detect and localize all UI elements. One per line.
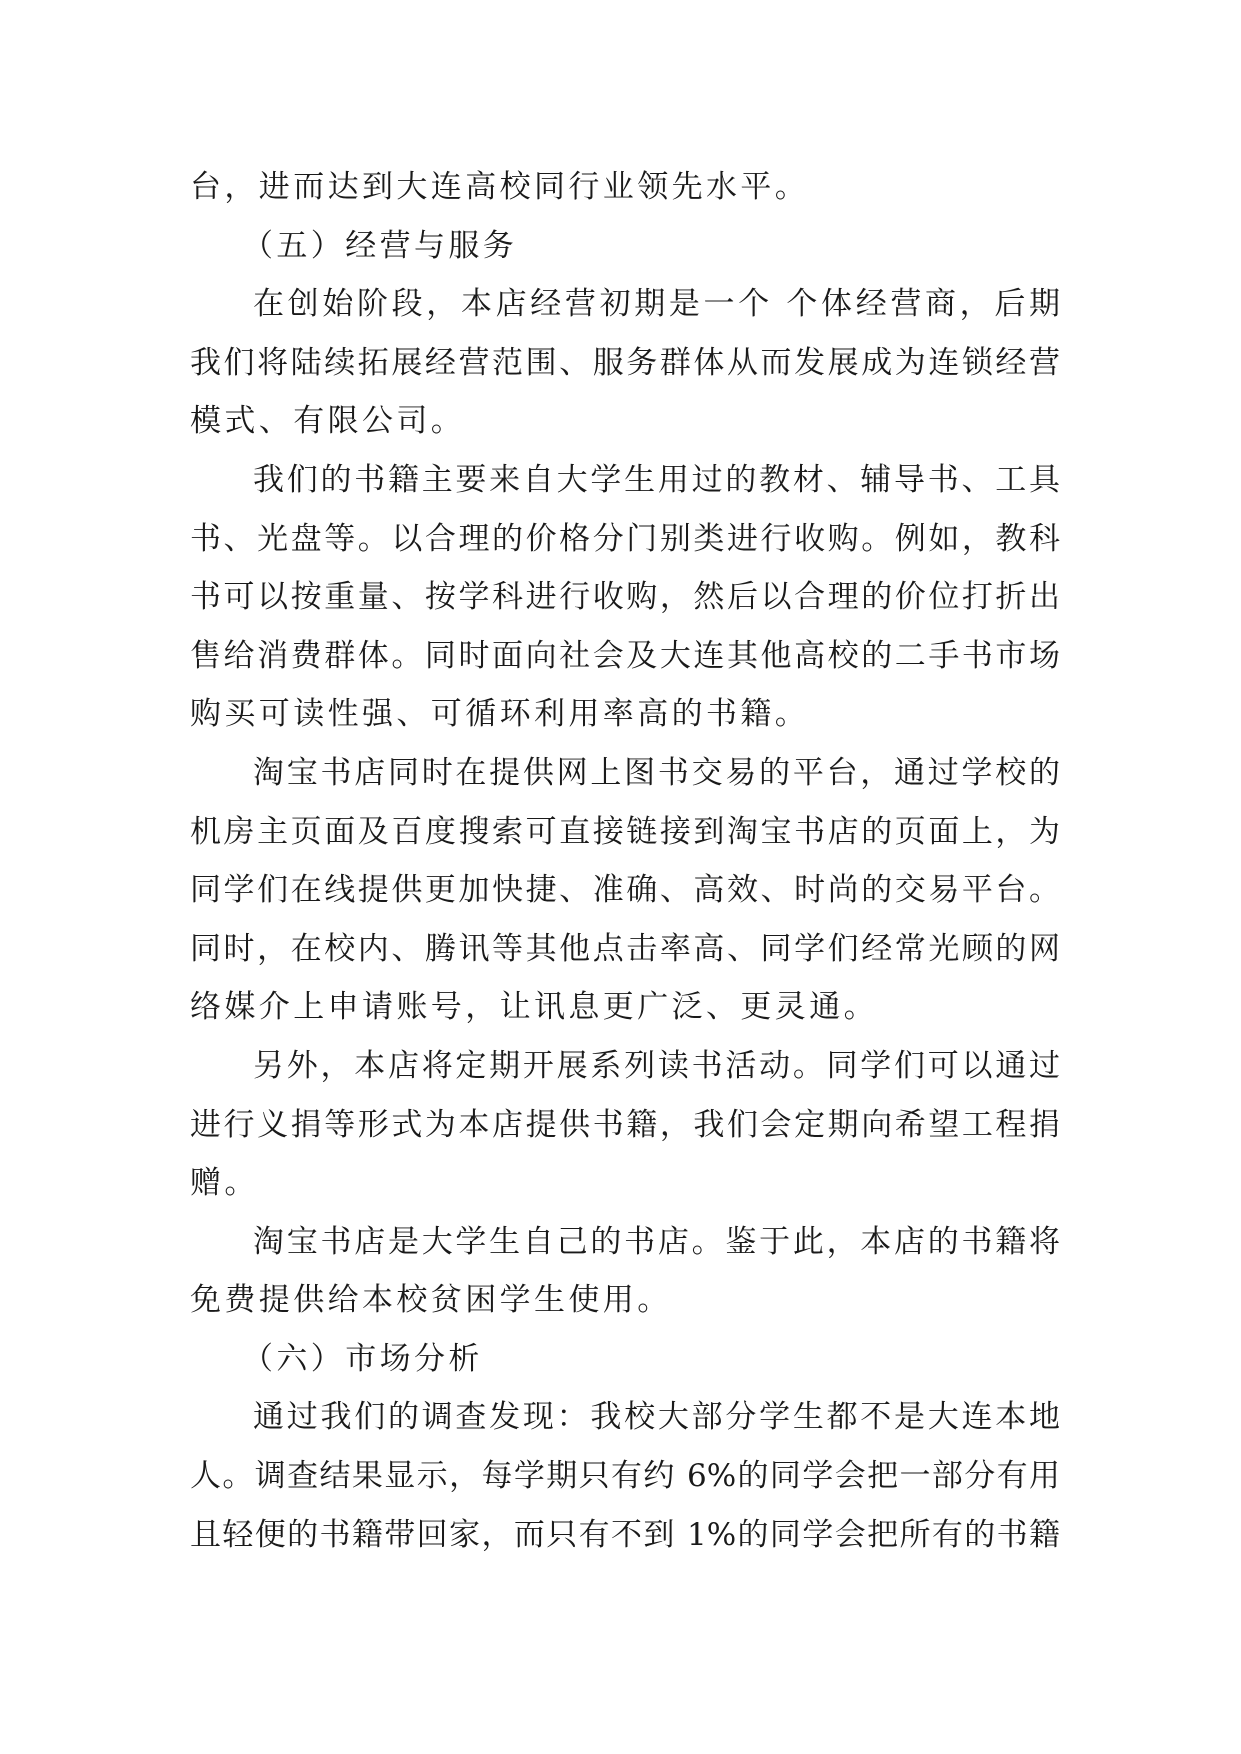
- text-line: 通过我们的调查发现：我校大部分学生都不是大连本地: [253, 1399, 1060, 1436]
- section-heading: （六）市场分析: [242, 1340, 483, 1377]
- text-line: 赠。: [190, 1165, 259, 1202]
- text-line: 免费提供给本校贫困学生使用。: [190, 1282, 672, 1319]
- section-heading: （五）经营与服务: [242, 227, 518, 264]
- text-line: 在创始阶段，本店经营初期是一个 个体经营商，后期: [253, 286, 1060, 323]
- text-line: 售给消费群体。同时面向社会及大连其他高校的二手书市场: [190, 637, 1060, 674]
- text-line: 我们的书籍主要来自大学生用过的教材、辅导书、工具: [253, 461, 1060, 498]
- text-line: 另外，本店将定期开展系列读书活动。同学们可以通过: [253, 1047, 1060, 1084]
- text-line: 模式、有限公司。: [190, 403, 466, 440]
- text-line: 同学们在线提供更加快捷、准确、高效、时尚的交易平台。: [190, 872, 1060, 909]
- text-line: 络媒介上申请账号，让讯息更广泛、更灵通。: [190, 989, 878, 1026]
- text-line: 书可以按重量、按学科进行收购，然后以合理的价位打折出: [190, 579, 1060, 616]
- text-line: 书、光盘等。以合理的价格分门别类进行收购。例如，教科: [190, 520, 1060, 557]
- text-line: 人。调查结果显示，每学期只有约 6%的同学会把一部分有用: [190, 1458, 1060, 1495]
- document-page: [190, 158, 1060, 1564]
- text-line: 同时，在校内、腾讯等其他点击率高、同学们经常光顾的网: [190, 930, 1060, 967]
- text-line: 淘宝书店是大学生自己的书店。鉴于此，本店的书籍将: [253, 1223, 1060, 1260]
- text-line: 台，进而达到大连高校同行业领先水平。: [190, 169, 810, 205]
- text-line: 购买可读性强、可循环利用率高的书籍。: [190, 696, 810, 733]
- text-line: 我们将陆续拓展经营范围、服务群体从而发展成为连锁经营: [190, 344, 1060, 381]
- text-line: 机房主页面及百度搜索可直接链接到淘宝书店的页面上，为: [190, 813, 1060, 850]
- text-line: 进行义捐等形式为本店提供书籍，我们会定期向希望工程捐: [190, 1106, 1060, 1143]
- text-line: 淘宝书店同时在提供网上图书交易的平台，通过学校的: [253, 754, 1060, 791]
- text-line: 且轻便的书籍带回家，而只有不到 1%的同学会把所有的书籍: [190, 1516, 1060, 1553]
